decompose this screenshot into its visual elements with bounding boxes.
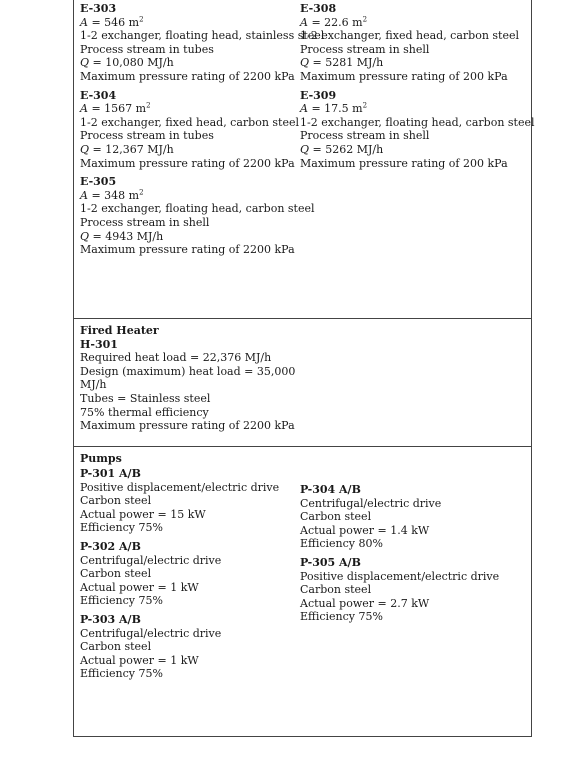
exchanger-type: 1-2 exchanger, floating head, carbon steel <box>80 202 315 216</box>
pump-p-305 <box>300 556 530 624</box>
pump-tag: P-301 A/B <box>80 467 141 480</box>
exchanger-tag: E-303 <box>80 2 117 15</box>
heater-design-load: Design (maximum) heat load = 35,000 <box>80 364 296 378</box>
pump-tag: P-304 A/B <box>300 483 361 496</box>
pump-efficiency: Efficiency 80% <box>300 537 383 551</box>
exchanger-type: 1-2 exchanger, fixed head, carbon steel <box>300 29 520 43</box>
heater-tubes: Tubes = Stainless steel <box>80 391 211 405</box>
pump-efficiency: Efficiency 75% <box>80 521 163 535</box>
exchanger-pressure: Maximum pressure rating of 200 kPa <box>300 156 508 170</box>
exchanger-stream: Process stream in shell <box>80 215 210 229</box>
exchanger-area <box>300 16 530 30</box>
exchanger-duty <box>80 230 295 244</box>
section-title: Pumps <box>80 452 122 465</box>
duty-symbol: Q <box>80 142 90 156</box>
duty-value: = 5262 MJ/h <box>309 142 384 156</box>
area-value: = 1567 m <box>87 102 147 116</box>
exchanger-type: 1-2 exchanger, fixed head, carbon steel <box>80 115 300 129</box>
document-page <box>73 0 535 737</box>
pump-power: Actual power = 1.4 kW <box>300 523 430 537</box>
pump-power: Actual power = 2.7 kW <box>300 596 430 610</box>
pump-p-304 <box>300 483 530 551</box>
heater-pressure: Maximum pressure rating of 2200 kPa <box>80 419 295 433</box>
pump-power: Actual power = 1 kW <box>80 653 199 667</box>
pump-p-301 <box>80 467 295 535</box>
duty-symbol: Q <box>300 142 310 156</box>
area-exponent: 2 <box>362 14 368 23</box>
duty-symbol: Q <box>300 56 310 70</box>
pumps-section <box>74 447 531 736</box>
area-value: = 22.6 m <box>307 15 363 29</box>
exchanger-tag: E-305 <box>80 175 117 189</box>
area-value: = 17.5 m <box>307 102 363 116</box>
pump-material: Carbon steel <box>300 510 372 524</box>
pump-efficiency: Efficiency 75% <box>80 594 163 608</box>
duty-value: = 10,080 MJ/h <box>89 56 174 70</box>
exchanger-e-309 <box>300 88 535 171</box>
pumps-title-wrap <box>80 452 122 466</box>
exchanger-area <box>80 189 295 203</box>
exchanger-duty <box>300 56 530 70</box>
area-value: = 348 m <box>87 188 140 202</box>
exchanger-area <box>80 16 295 30</box>
heater-tag: H-301 <box>80 337 118 351</box>
exchanger-duty <box>300 143 530 157</box>
duty-symbol: Q <box>80 56 90 70</box>
pump-material: Carbon steel <box>300 583 372 597</box>
pump-efficiency: Efficiency 75% <box>80 667 163 681</box>
pump-drive: Centrifugal/electric drive <box>300 496 442 510</box>
pumps-left-column <box>80 467 295 686</box>
exchanger-e-304 <box>80 88 300 171</box>
pump-tag: P-303 A/B <box>80 612 141 626</box>
pump-drive: Positive displacement/electric drive <box>300 569 500 583</box>
pump-efficiency: Efficiency 75% <box>300 610 383 624</box>
pump-material: Carbon steel <box>80 640 152 654</box>
pumps-right-column <box>300 483 530 629</box>
pump-drive: Centrifugal/electric drive <box>80 626 222 640</box>
heater-design-load-unit: MJ/h <box>80 378 107 392</box>
area-symbol: A <box>80 102 88 116</box>
exchangers-right-column <box>300 2 535 175</box>
pump-p-303 <box>80 613 295 681</box>
exchanger-pressure: Maximum pressure rating of 200 kPa <box>300 69 508 83</box>
pump-drive: Positive displacement/electric drive <box>80 480 280 494</box>
exchanger-tag: E-308 <box>300 2 337 15</box>
duty-symbol: Q <box>80 229 90 243</box>
area-symbol: A <box>80 188 88 202</box>
duty-value: = 12,367 MJ/h <box>89 142 174 156</box>
pump-p-302 <box>80 540 295 608</box>
exchanger-type: 1-2 exchanger, floating head, carbon steel <box>300 115 535 129</box>
exchanger-stream: Process stream in tubes <box>80 42 214 56</box>
pump-material: Carbon steel <box>80 567 152 581</box>
area-exponent: 2 <box>362 101 368 110</box>
exchanger-tag: E-309 <box>300 88 337 102</box>
duty-value: = 5281 MJ/h <box>309 56 384 70</box>
pump-power: Actual power = 15 kW <box>80 507 206 521</box>
area-exponent: 2 <box>139 188 144 197</box>
area-symbol: A <box>80 15 88 29</box>
area-symbol: A <box>300 102 308 116</box>
exchanger-type: 1-2 exchanger, floating head, stainless steel <box>80 29 325 43</box>
exchangers-section <box>74 0 535 319</box>
exchanger-e-308 <box>300 2 530 84</box>
pump-power: Actual power = 1 kW <box>80 580 199 594</box>
equipment-table <box>73 0 535 737</box>
exchanger-duty <box>80 143 295 157</box>
pump-drive: Centrifugal/electric drive <box>80 553 222 567</box>
exchanger-area <box>80 102 295 116</box>
heater-section <box>74 319 531 447</box>
area-value: = 546 m <box>87 15 140 29</box>
section-title: Fired Heater <box>80 324 159 337</box>
exchanger-pressure: Maximum pressure rating of 2200 kPa <box>80 156 295 170</box>
heater-efficiency: 75% thermal efficiency <box>80 405 209 419</box>
pump-material: Carbon steel <box>80 494 152 508</box>
area-symbol: A <box>300 15 308 29</box>
area-exponent: 2 <box>146 101 151 110</box>
exchanger-stream: Process stream in shell <box>300 42 430 56</box>
exchanger-e-305 <box>80 175 315 257</box>
exchanger-duty <box>80 56 295 70</box>
duty-value: = 4943 MJ/h <box>89 229 164 243</box>
pump-tag: P-305 A/B <box>300 555 361 569</box>
heater-block <box>80 324 310 433</box>
exchanger-tag: E-304 <box>80 88 117 102</box>
exchanger-stream: Process stream in tubes <box>80 129 214 143</box>
pump-tag: P-302 A/B <box>80 539 141 553</box>
exchanger-area <box>300 102 530 116</box>
exchanger-stream: Process stream in shell <box>300 129 430 143</box>
heater-required-load: Required heat load = 22,376 MJ/h <box>80 351 272 365</box>
exchanger-pressure: Maximum pressure rating of 2200 kPa <box>80 69 295 83</box>
exchanger-pressure: Maximum pressure rating of 2200 kPa <box>80 243 295 257</box>
area-exponent: 2 <box>139 14 144 23</box>
